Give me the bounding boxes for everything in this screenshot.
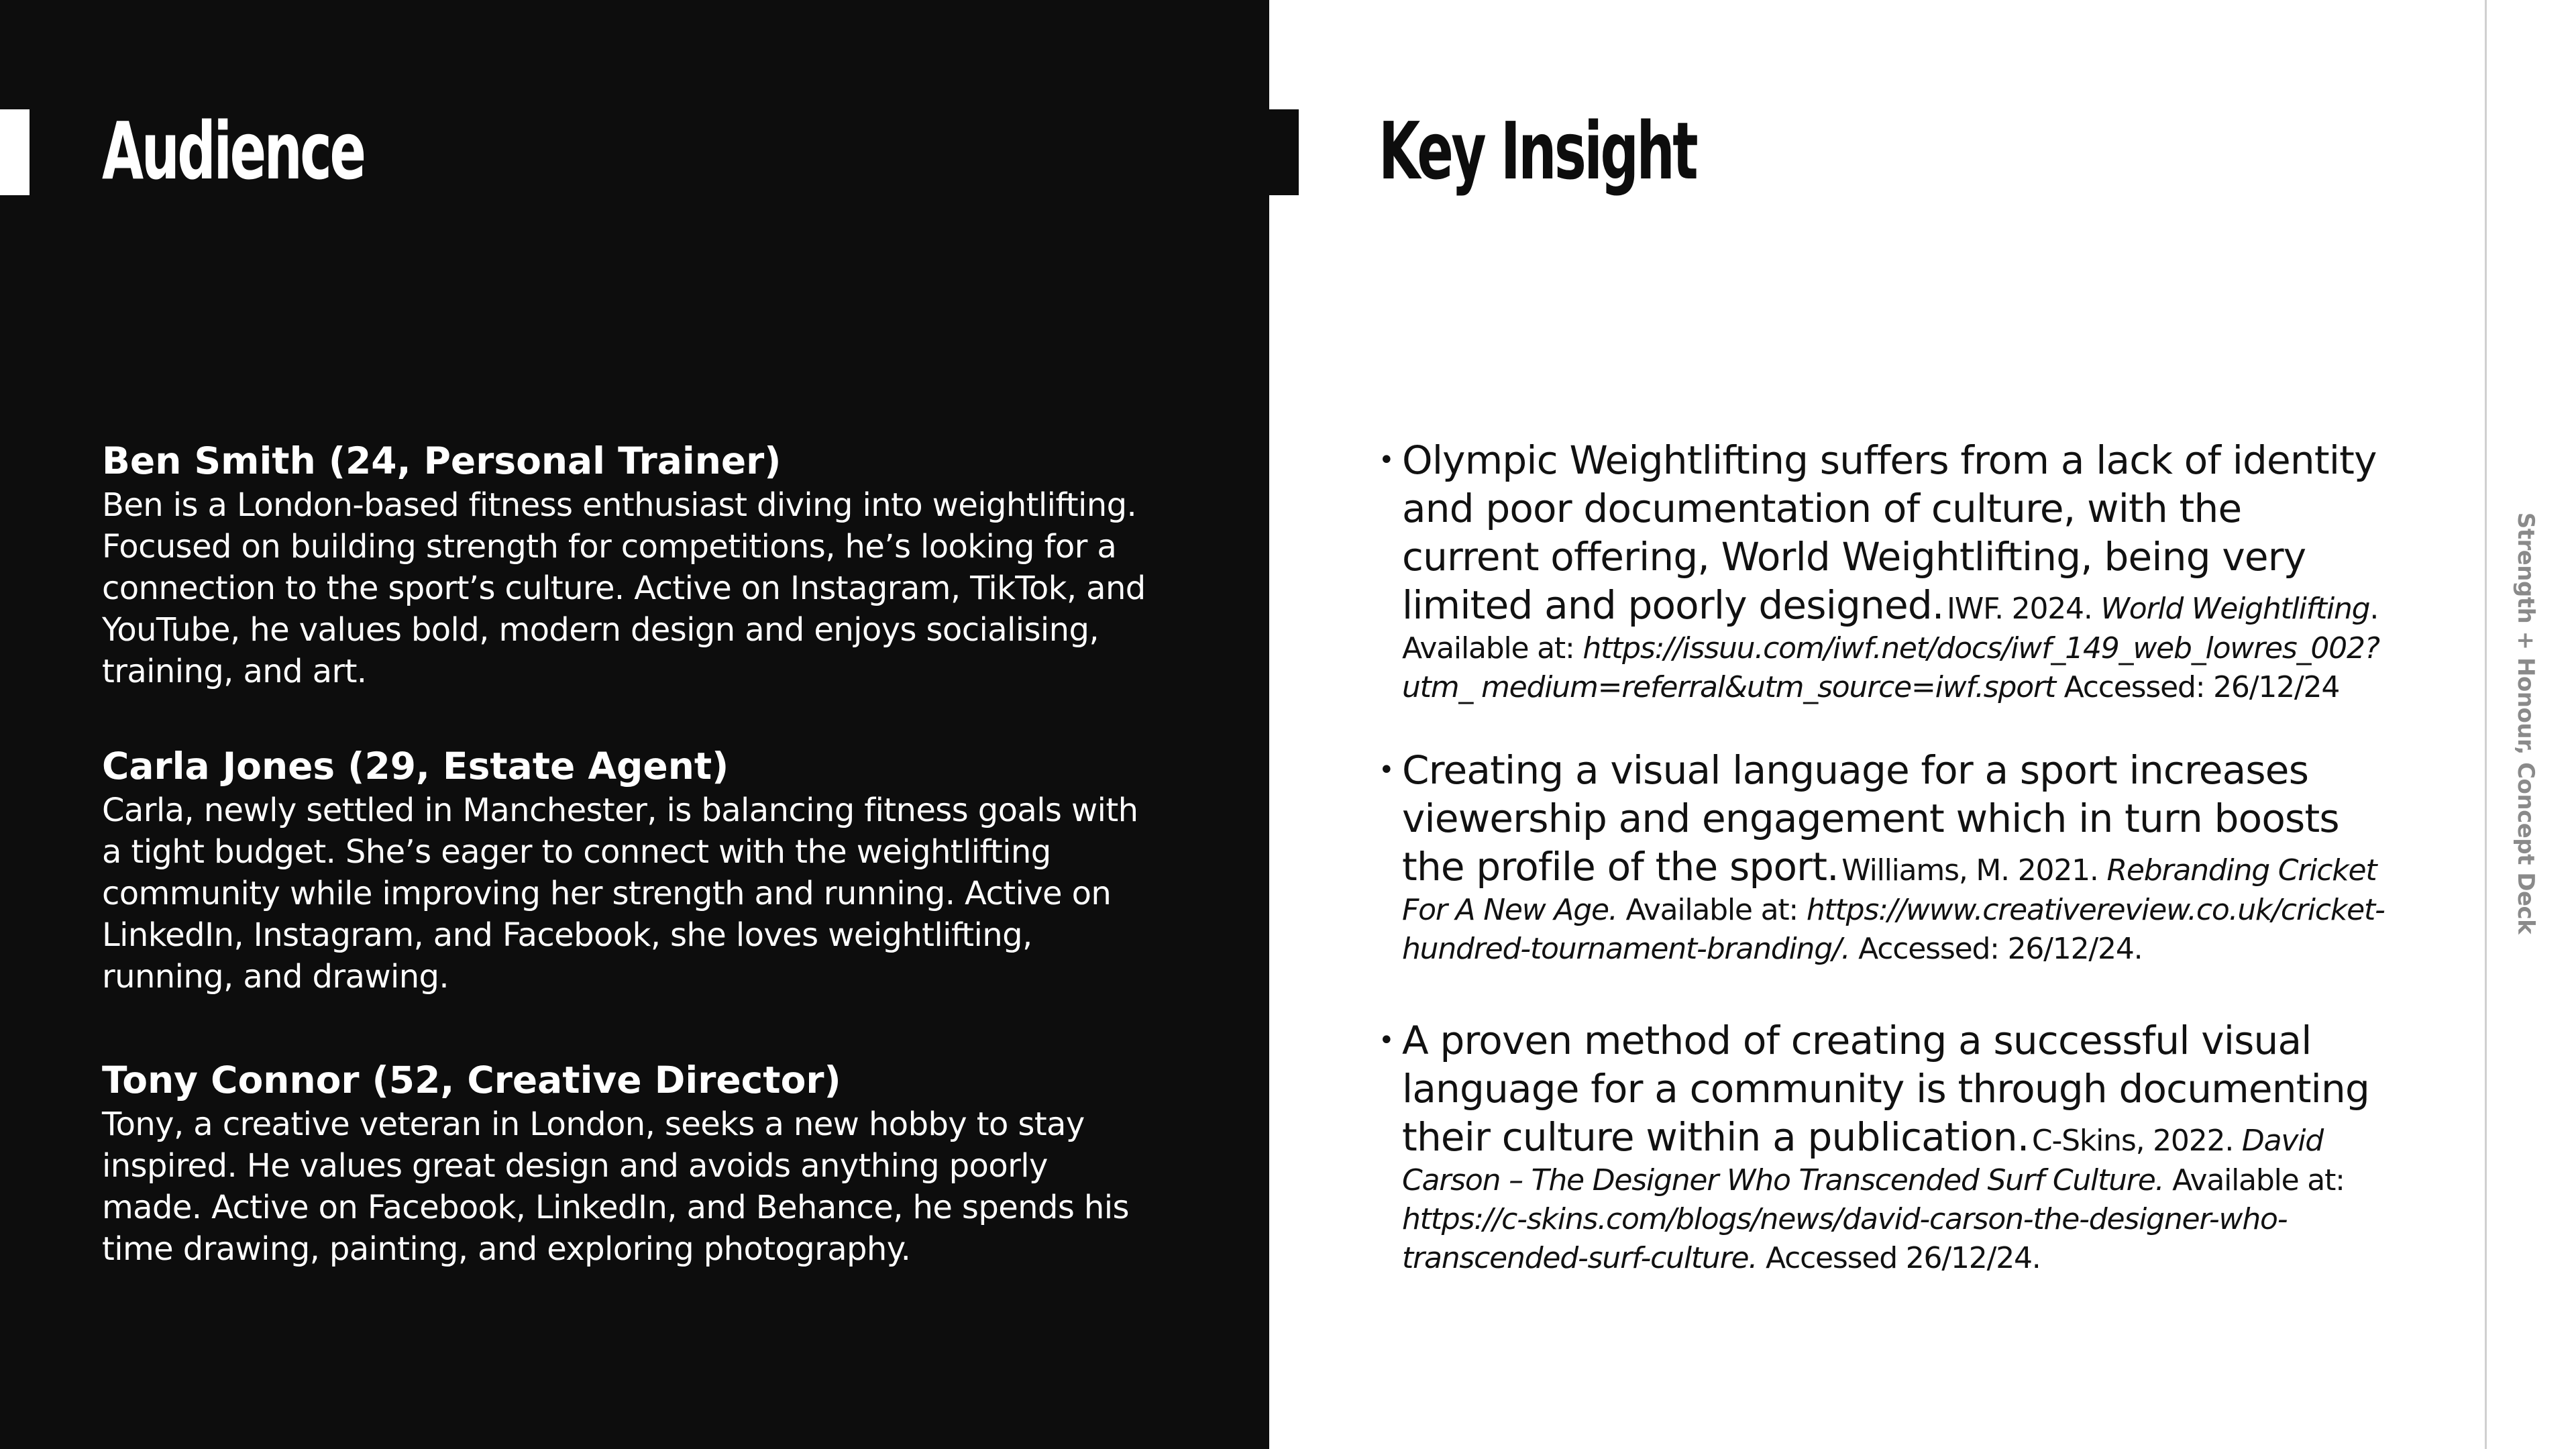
persona-carla-jones xyxy=(102,743,1148,998)
key-insight-title: Key Insight xyxy=(1379,105,1697,197)
insight-statement: A proven method of creating a successful visual language for a community is through documenting their culture within a publication. xyxy=(1402,1018,2369,1160)
audience-title: Audience xyxy=(102,105,364,197)
insight-title-marker xyxy=(1269,109,1299,195)
persona-description: Ben is a London-based fitness enthusiast diving into weightlifting. Focused on building strength for competitions, he’s looking for a connection to the sport’s culture. Active on Instagram, TikTok, and YouTube, he values bold, modern design and enjoys socialising, training, and art. xyxy=(102,486,1146,690)
citation-accessed: Accessed: 26/12/24. xyxy=(1858,932,2143,966)
insight-item-visual-language xyxy=(1379,746,2385,969)
vertical-divider xyxy=(2485,0,2487,1449)
persona-description: Tony, a creative veteran in London, seeks a new hobby to stay inspired. He values great design and avoids anything poorly made. Active on Facebook, LinkedIn, and Behance, he spends his time drawing, painting, and exploring photography. xyxy=(102,1106,1129,1268)
citation-accessed: Accessed: 26/12/24 xyxy=(2063,670,2340,704)
deck-side-label: Strength + Honour, Concept Deck xyxy=(2512,512,2539,934)
persona-ben-smith xyxy=(102,437,1148,692)
citation-title: Rebranding Cricket For A New Age. xyxy=(1402,853,2377,927)
persona-description: Carla, newly settled in Manchester, is balancing fitness goals with a tight budget. She’s eager to connect with the weightlifting community while improving her strength and running. Active on LinkedIn, Instagram, and Facebook, she loves weightlifting, running, and drawing. xyxy=(102,792,1138,996)
citation-author: IWF. 2024. xyxy=(1946,592,2092,626)
citation-title: World Weightlifting xyxy=(2100,592,2370,626)
citation-url: https://c-skins.com/blogs/news/david-carson-the-designer-who-transcended-surf-culture. xyxy=(1402,1202,2288,1275)
persona-tony-connor xyxy=(102,1057,1148,1270)
persona-name: Carla Jones (29, Estate Agent) xyxy=(102,745,729,788)
citation-author: Williams, M. 2021. xyxy=(1841,853,2098,888)
audience-title-marker xyxy=(0,109,30,195)
citation-available: Available at: xyxy=(2172,1163,2345,1197)
insight-item-publication xyxy=(1379,1016,2385,1278)
persona-name: Ben Smith (24, Personal Trainer) xyxy=(102,439,782,482)
citation-author: C-Skins, 2022. xyxy=(2031,1124,2234,1158)
bullet-icon: • xyxy=(1379,755,1395,786)
citation-accessed: Accessed 26/12/24. xyxy=(1765,1241,2041,1275)
citation-available: Available at: xyxy=(1625,893,1799,927)
insight-item-identity xyxy=(1379,436,2385,707)
citation-title: David Carson – The Designer Who Transcended Surf Culture. xyxy=(1402,1124,2323,1197)
persona-name: Tony Connor (52, Creative Director) xyxy=(102,1059,841,1102)
citation-available: . Available at: xyxy=(1402,592,2379,665)
insight-statement: Creating a visual language for a sport increases viewership and engagement which in turn boosts the profile of the sport. xyxy=(1402,747,2339,890)
citation-url: https://www.creativereview.co.uk/cricket-hundred-tournament-branding/. xyxy=(1402,893,2385,966)
bullet-icon: • xyxy=(1379,445,1395,476)
insight-statement: Olympic Weightlifting suffers from a lack of identity and poor documentation of culture, with the current offering, World Weightlifting, being very limited and poorly designed. xyxy=(1402,437,2377,628)
bullet-icon: • xyxy=(1379,1025,1395,1056)
citation-url: https://issuu.com/iwf.net/docs/iwf_149_web_lowres_002?utm_ medium=referral&utm_source=iwf.sport xyxy=(1402,631,2379,704)
